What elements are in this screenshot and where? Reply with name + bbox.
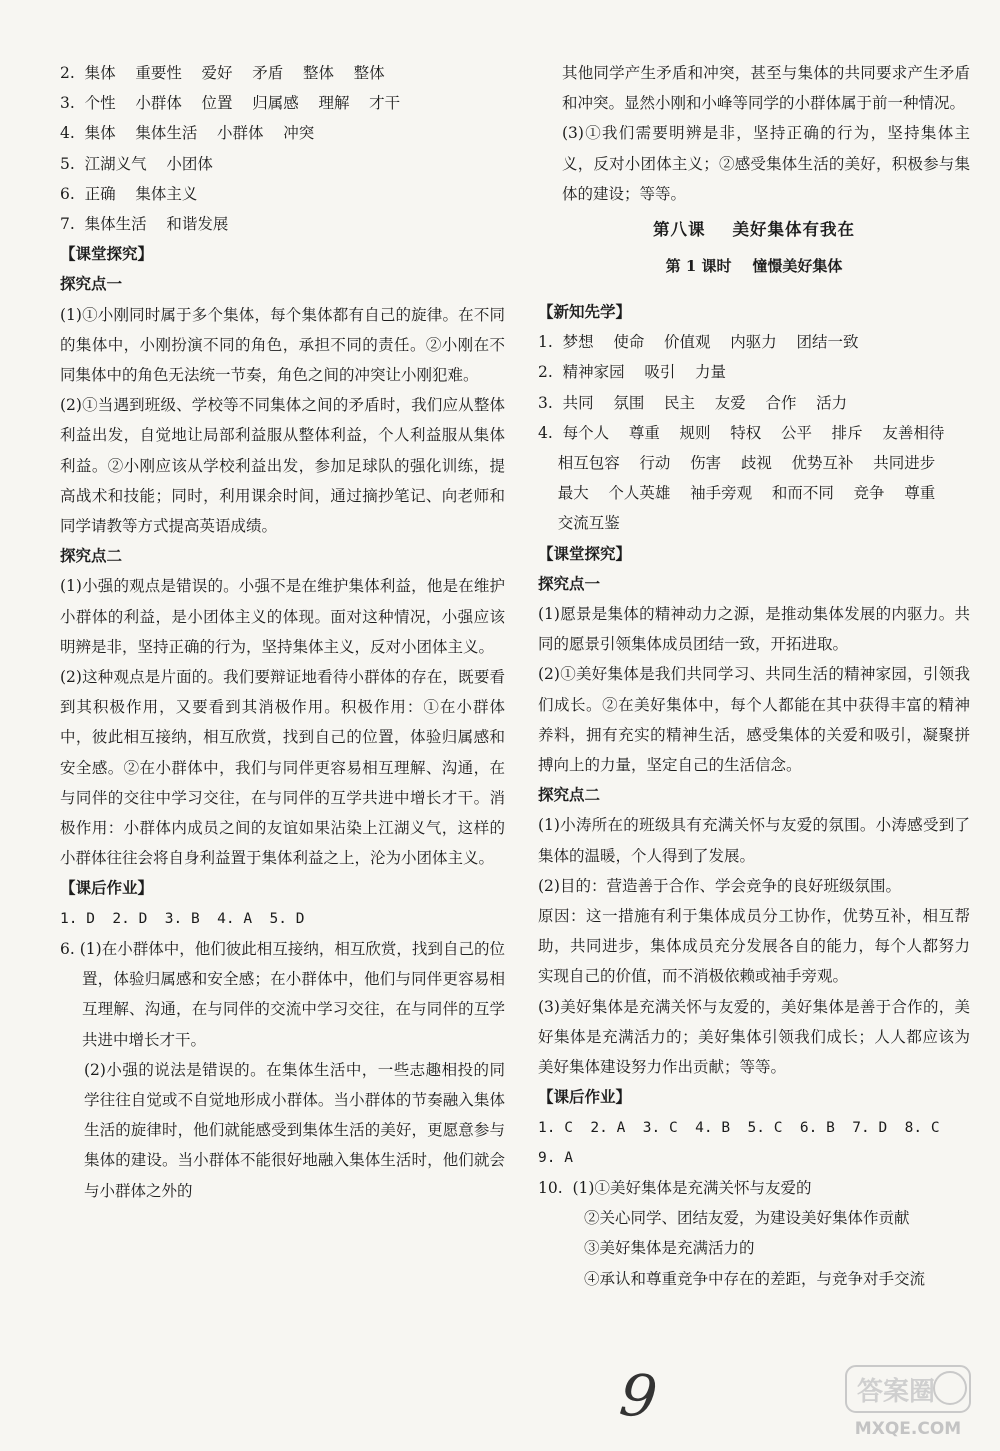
paragraph: (1)①小刚同时属于多个集体，每个集体都有自己的旋律。在不同的集体中，小刚扮演不同的角色，承担不同的责任。②小刚在不同集体中的角色无法统一节奏，角色之间的冲突让小刚犯难。	[60, 305, 505, 385]
list-item: 最大 个人英雄 袖手旁观 和而不同 竞争 尊重	[538, 484, 936, 503]
section-heading-classroom: 【课堂探究】	[538, 543, 632, 563]
list-item: 5. 江湖义气 小团体	[60, 154, 213, 173]
paragraph: (3)美好集体是充满关怀与友爱的，美好集体是善于合作的，美好集体是充满活力的；美好集体引领我们成长；人人都应该为美好集体建设努力作出贡献；等等。	[538, 997, 970, 1077]
paragraph: (1)愿景是集体的精神动力之源，是推动集体发展的内驱力。共同的愿景引领集体成员团结一致，开拓进取。	[538, 605, 970, 654]
list-item: ④承认和尊重竞争中存在的差距，与竞争对手交流	[584, 1269, 926, 1288]
answer-key-line: 9. A	[538, 1149, 573, 1166]
left-column	[60, 58, 505, 1206]
list-item: 6. 正确 集体主义	[60, 184, 198, 203]
answer-key-line: 1. D 2. D 3. B 4. A 5. D	[60, 910, 305, 927]
paragraph: (2)①美好集体是我们共同学习、共同生活的精神家园，引领我们成长。②在美好集体中，每个人都能在其中获得丰富的精神养料，拥有充实的精神生活，感受集体的关爱和吸引，凝聚拼搏向上的力量，坚定自己的生活信念。	[538, 665, 970, 775]
subheading-point-1: 探究点一	[60, 274, 123, 294]
paragraph: (1)小强的观点是错误的。小强不是在维护集体利益，他是在维护小群体的利益，是小团体主义的体现。面对这种情况，小强应该明辨是非，坚持正确的行为，坚持集体主义，反对小团体主义。	[60, 577, 505, 656]
section-heading-new-knowledge: 【新知先学】	[538, 302, 632, 322]
list-item: 3. 个性 小群体 位置 归属感 理解 才干	[60, 94, 401, 113]
section-heading-homework: 【课后作业】	[60, 878, 154, 898]
paragraph: (3)①我们需要明辨是非，坚持正确的行为，坚持集体主义，反对小团体主义；②感受集体生活的美好，积极参与集体的建设；等等。	[562, 124, 970, 203]
section-title: 第 1 课时 憧憬美好集体	[665, 257, 843, 276]
lesson-title: 第八课 美好集体有我在	[653, 220, 855, 240]
subheading-point-1: 探究点一	[538, 573, 601, 593]
list-item: 4. 集体 集体生活 小群体 冲突	[60, 124, 315, 143]
paragraph: 其他同学产生矛盾和冲突，甚至与集体的共同要求产生矛盾和冲突。显然小刚和小峰等同学的小群体属于前一种情况。	[562, 64, 970, 113]
subheading-point-2: 探究点二	[60, 546, 123, 566]
section-heading-classroom: 【课堂探究】	[60, 244, 154, 264]
section-heading-homework: 【课后作业】	[538, 1087, 632, 1107]
paragraph: 6. (1)在小群体中，他们彼此相互接纳，相互欣赏，找到自己的位置，体验归属感和安全感；在小群体中，他们与同伴更容易相互理解、沟通，在与同伴的交流中学习交往，在与同伴的互学共进中增长才干。	[60, 939, 505, 1049]
watermark-logo-icon	[838, 1362, 978, 1442]
page-number: 9	[616, 1360, 661, 1432]
list-item: 2. 精神家园 吸引 力量	[538, 363, 727, 382]
right-column	[538, 58, 970, 1294]
paragraph: (2)目的：营造善于合作、学会竞争的良好班级氛围。	[538, 876, 901, 895]
list-item: 相互包容 行动 伤害 歧视 优势互补 共同进步	[538, 454, 936, 473]
watermark-logo-text: 答案圈	[856, 1377, 936, 1407]
watermark-url: MXQE.COM	[854, 1419, 962, 1439]
list-item: 3. 共同 氛围 民主 友爱 合作 活力	[538, 393, 848, 412]
list-item: 交流互鉴	[538, 514, 620, 533]
paragraph: (2)小强的说法是错误的。在集体生活中，一些志趣相投的同学往往自觉或不自觉地形成小群体。当小群体的节奏融入集体生活的旋律时，他们就能感受到集体生活的美好，更愿意参与集体的建设。当小群体不能很好地融入集体生活时，他们就会与小群体之外的	[84, 1060, 505, 1200]
paragraph: (1)小涛所在的班级具有充满关怀与友爱的氛围。小涛感受到了集体的温暖，个人得到了发展。	[538, 816, 970, 865]
list-item: 10. (1)①美好集体是充满关怀与友爱的	[538, 1178, 812, 1197]
subheading-point-2: 探究点二	[538, 785, 601, 805]
answer-key-line: 1. C 2. A 3. C 4. B 5. C 6. B 7. D 8. C	[538, 1119, 940, 1136]
paragraph: 原因：这一措施有利于集体成员分工协作，优势互补，相互帮助，共同进步，集体成员充分发展各自的能力，每个人都努力实现自己的价值，而不消极依赖或袖手旁观。	[538, 907, 970, 986]
list-item: 2. 集体 重要性 爱好 矛盾 整体 整体	[60, 64, 385, 82]
list-item: ②关心同学、团结友爱，为建设美好集体作贡献	[584, 1209, 910, 1228]
paragraph: (2)这种观点是片面的。我们要辩证地看待小群体的存在，既要看到其积极作用，又要看到其消极作用。积极作用：①在小群体中，彼此相互接纳，相互欣赏，找到自己的位置，体验归属感和安全感。②在小群体中，我们与同伴更容易相互理解、沟通，在与同伴的交往中学习交往，在与同伴的互学共进中增长才干。消极作用：小群体内成员之间的友谊如果沾染上江湖义气，这样的小群体往往会将自身利益置于集体利益之上，沦为小团体主义。	[60, 668, 505, 868]
list-item: ③美好集体是充满活力的	[584, 1239, 755, 1258]
list-item: 1. 梦想 使命 价值观 内驱力 团结一致	[538, 333, 859, 352]
paragraph: (2)①当遇到班级、学校等不同集体之间的矛盾时，我们应从整体利益出发，自觉地让局部利益服从整体利益，个人利益服从集体利益。②小刚应该从学校利益出发，参加足球队的强化训练，提高战术和技能；同时，利用课余时间，通过摘抄笔记、向老师和同学请教等方式提高英语成绩。	[60, 396, 505, 536]
list-item: 7. 集体生活 和谐发展	[60, 215, 229, 234]
list-item: 4. 每个人 尊重 规则 特权 公平 排斥 友善相待	[538, 423, 945, 442]
